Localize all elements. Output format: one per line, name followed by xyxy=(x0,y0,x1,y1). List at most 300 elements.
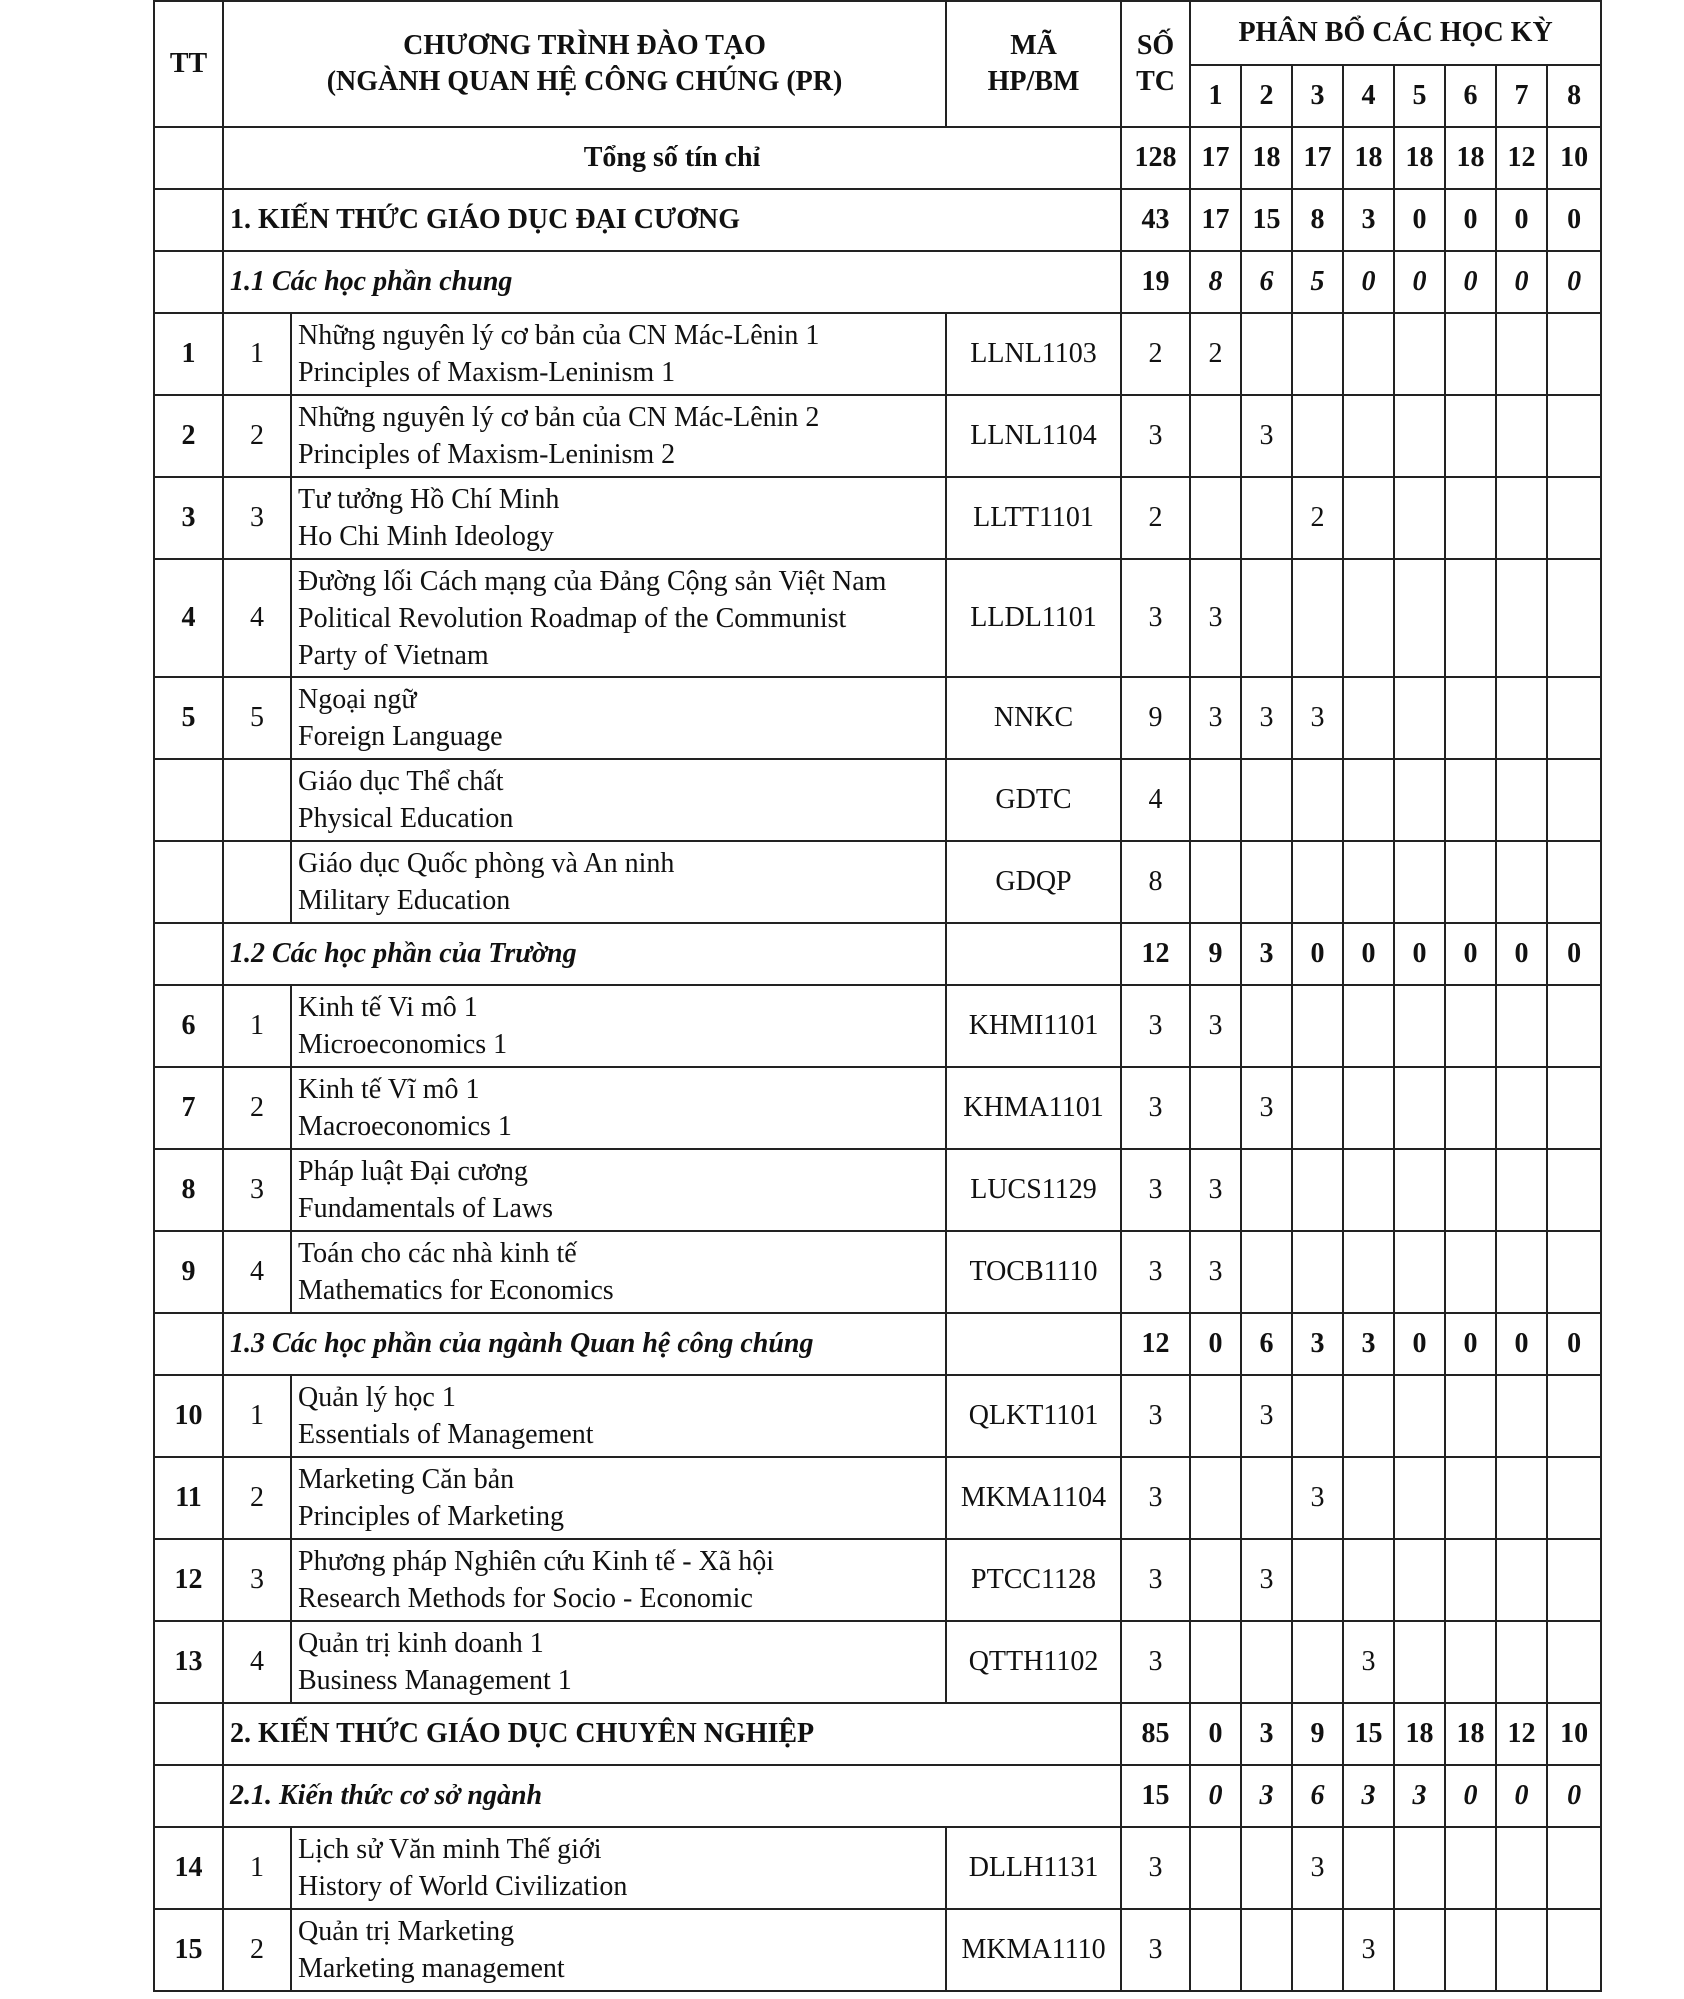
semester-cell: 0 xyxy=(1496,251,1547,313)
semester-cell: 9 xyxy=(1190,923,1241,985)
subsection2-row xyxy=(154,1313,1601,1375)
course-code: QLKT1101 xyxy=(946,1375,1121,1457)
row-number: 7 xyxy=(154,1067,223,1149)
semester-cell: 0 xyxy=(1445,251,1496,313)
semester-cell xyxy=(1496,395,1547,477)
semester-cell: 0 xyxy=(1292,923,1343,985)
semester-cell: 0 xyxy=(1496,1765,1547,1827)
credits-cell: 2 xyxy=(1121,313,1190,395)
semester-cell: 3 xyxy=(1343,1621,1394,1703)
course-code: LLTT1101 xyxy=(946,477,1121,559)
semester-header: 5 xyxy=(1394,65,1445,127)
row-number: 11 xyxy=(154,1457,223,1539)
credits-cell: 85 xyxy=(1121,1703,1190,1765)
course-code: LLNL1103 xyxy=(946,313,1121,395)
semester-header: 3 xyxy=(1292,65,1343,127)
course-name xyxy=(291,1149,946,1231)
semester-cell: 17 xyxy=(1190,127,1241,189)
semester-cell xyxy=(1445,1149,1496,1231)
course-code: TOCB1110 xyxy=(946,1231,1121,1313)
row-number: 14 xyxy=(154,1827,223,1909)
table-row xyxy=(154,1827,1601,1909)
semester-cell: 3 xyxy=(1190,559,1241,677)
course-name xyxy=(291,1231,946,1313)
course-name-en: Ho Chi Minh Ideology xyxy=(298,521,554,552)
row-subnumber: 3 xyxy=(223,1539,291,1621)
credits-cell: 3 xyxy=(1121,1539,1190,1621)
semester-cell: 17 xyxy=(1292,127,1343,189)
semester-cell xyxy=(1547,841,1601,923)
program-title-line1: CHƯƠNG TRÌNH ĐÀO TẠO xyxy=(403,30,766,61)
credits-cell: 3 xyxy=(1121,1149,1190,1231)
semester-cell xyxy=(1547,1909,1601,1991)
curriculum-sheet xyxy=(153,0,1600,1992)
semester-cell xyxy=(1445,677,1496,759)
semester-cell xyxy=(1190,759,1241,841)
credits-cell: 3 xyxy=(1121,1457,1190,1539)
row-number xyxy=(154,923,223,985)
course-name-vi: Quản lý học 1 xyxy=(298,1382,456,1413)
semester-cell xyxy=(1343,1827,1394,1909)
course-name-vi: Giáo dục Quốc phòng và An ninh xyxy=(298,848,675,879)
semester-cell xyxy=(1496,1375,1547,1457)
semester-cell xyxy=(1445,1231,1496,1313)
semester-cell: 3 xyxy=(1343,189,1394,251)
semester-cell xyxy=(1445,313,1496,395)
semester-cell: 0 xyxy=(1547,1765,1601,1827)
course-code: NNKC xyxy=(946,677,1121,759)
semester-header: 6 xyxy=(1445,65,1496,127)
row-subnumber: 3 xyxy=(223,477,291,559)
course-code: PTCC1128 xyxy=(946,1539,1121,1621)
semester-cell: 3 xyxy=(1292,1457,1343,1539)
semester-cell xyxy=(1445,759,1496,841)
semester-cell xyxy=(1547,1375,1601,1457)
semester-cell: 9 xyxy=(1292,1703,1343,1765)
table-row xyxy=(154,1067,1601,1149)
course-name-vi: Những nguyên lý cơ bản của CN Mác-Lênin 1 xyxy=(298,320,820,351)
semester-cell: 3 xyxy=(1241,395,1292,477)
table-row xyxy=(154,559,1601,677)
row-subnumber: 4 xyxy=(223,1621,291,1703)
semester-cell xyxy=(1343,759,1394,841)
semester-header: 1 xyxy=(1190,65,1241,127)
semester-cell: 8 xyxy=(1292,189,1343,251)
semester-cell xyxy=(1547,1457,1601,1539)
semester-cell: 0 xyxy=(1343,923,1394,985)
row-number: 12 xyxy=(154,1539,223,1621)
semester-cell: 3 xyxy=(1241,1539,1292,1621)
table-row xyxy=(154,1621,1601,1703)
course-name-en: Mathematics for Economics xyxy=(298,1275,614,1306)
table-row xyxy=(154,313,1601,395)
semester-cell xyxy=(1343,1067,1394,1149)
semester-cell: 3 xyxy=(1241,1067,1292,1149)
table-row xyxy=(154,477,1601,559)
semester-cell xyxy=(1190,1067,1241,1149)
course-name-vi: Marketing Căn bản xyxy=(298,1464,515,1495)
course-name xyxy=(291,1621,946,1703)
col-header-tt: TT xyxy=(154,1,223,127)
semester-cell xyxy=(1496,1231,1547,1313)
semester-cell xyxy=(1343,1149,1394,1231)
semester-cell xyxy=(1445,477,1496,559)
credits-cell: 128 xyxy=(1121,127,1190,189)
col-header-semesters: PHÂN BỔ CÁC HỌC KỲ xyxy=(1190,1,1601,65)
semester-cell xyxy=(1292,985,1343,1067)
semester-cell xyxy=(1394,477,1445,559)
semester-cell: 2 xyxy=(1292,477,1343,559)
semester-cell xyxy=(1241,559,1292,677)
table-row xyxy=(154,841,1601,923)
semester-cell xyxy=(1394,1827,1445,1909)
course-code: QTTH1102 xyxy=(946,1621,1121,1703)
table-row xyxy=(154,759,1601,841)
semester-cell xyxy=(1496,1621,1547,1703)
semester-cell xyxy=(1292,395,1343,477)
semester-cell xyxy=(1241,759,1292,841)
semester-cell xyxy=(1292,1539,1343,1621)
semester-cell xyxy=(1292,1231,1343,1313)
row-number: 2 xyxy=(154,395,223,477)
course-name xyxy=(291,559,946,677)
semester-cell xyxy=(1394,1909,1445,1991)
course-name-vi: Những nguyên lý cơ bản của CN Mác-Lênin 2 xyxy=(298,402,820,433)
course-name-vi: Đường lối Cách mạng của Đảng Cộng sản Việt Nam xyxy=(298,565,887,597)
section-row xyxy=(154,189,1601,251)
total-name: Tổng số tín chỉ xyxy=(223,127,1121,189)
credits-cell: 15 xyxy=(1121,1765,1190,1827)
semester-cell: 10 xyxy=(1547,127,1601,189)
row-subnumber: 4 xyxy=(223,1231,291,1313)
semester-cell: 3 xyxy=(1241,1375,1292,1457)
course-name-vi: Kinh tế Vi mô 1 xyxy=(298,992,478,1023)
credits-header-line1: SỐ xyxy=(1136,30,1175,61)
semester-cell xyxy=(1241,1621,1292,1703)
semester-cell: 2 xyxy=(1190,313,1241,395)
course-name-en-cont: Party of Vietnam xyxy=(298,639,489,671)
credits-cell: 3 xyxy=(1121,1621,1190,1703)
semester-header: 4 xyxy=(1343,65,1394,127)
row-number xyxy=(154,189,223,251)
semester-cell xyxy=(1496,1149,1547,1231)
semester-cell xyxy=(1394,1539,1445,1621)
row-subnumber xyxy=(223,759,291,841)
semester-cell xyxy=(1445,1067,1496,1149)
semester-cell: 0 xyxy=(1394,923,1445,985)
semester-cell xyxy=(1343,1457,1394,1539)
subsection-name: 1.1 Các học phần chung xyxy=(223,251,1121,313)
row-subnumber: 3 xyxy=(223,1149,291,1231)
credits-cell: 12 xyxy=(1121,923,1190,985)
credits-cell: 2 xyxy=(1121,477,1190,559)
table-row xyxy=(154,1457,1601,1539)
row-subnumber: 4 xyxy=(223,559,291,677)
semester-cell xyxy=(1547,395,1601,477)
semester-cell: 0 xyxy=(1394,1313,1445,1375)
semester-cell xyxy=(1445,395,1496,477)
semester-cell xyxy=(1292,1909,1343,1991)
semester-cell: 0 xyxy=(1445,923,1496,985)
semester-cell: 6 xyxy=(1241,251,1292,313)
col-header-credits xyxy=(1121,1,1190,127)
semester-cell xyxy=(1343,677,1394,759)
semester-cell: 3 xyxy=(1343,1909,1394,1991)
course-name-en: Foreign Language xyxy=(298,721,503,752)
course-code: LUCS1129 xyxy=(946,1149,1121,1231)
semester-cell xyxy=(1496,677,1547,759)
course-name xyxy=(291,677,946,759)
code-header-line2: HP/BM xyxy=(987,66,1080,97)
course-name-en: Marketing management xyxy=(298,1953,565,1984)
semester-cell xyxy=(1394,985,1445,1067)
semester-cell xyxy=(1547,1827,1601,1909)
course-name-vi: Phương pháp Nghiên cứu Kinh tế - Xã hội xyxy=(298,1546,774,1577)
semester-cell: 0 xyxy=(1445,1313,1496,1375)
semester-cell: 0 xyxy=(1445,189,1496,251)
course-code: GDTC xyxy=(946,759,1121,841)
course-code: KHMA1101 xyxy=(946,1067,1121,1149)
credits-cell: 3 xyxy=(1121,1827,1190,1909)
semester-cell xyxy=(1292,759,1343,841)
semester-cell xyxy=(1547,477,1601,559)
semester-cell: 0 xyxy=(1394,251,1445,313)
row-number xyxy=(154,251,223,313)
semester-cell xyxy=(1547,559,1601,677)
row-number: 6 xyxy=(154,985,223,1067)
semester-cell xyxy=(1445,559,1496,677)
semester-cell xyxy=(1241,1457,1292,1539)
semester-cell xyxy=(1394,395,1445,477)
semester-cell xyxy=(1547,677,1601,759)
semester-cell xyxy=(1496,841,1547,923)
semester-cell xyxy=(1496,559,1547,677)
subsection2-row xyxy=(154,923,1601,985)
semester-cell xyxy=(1496,1539,1547,1621)
table-row xyxy=(154,677,1601,759)
course-name xyxy=(291,1457,946,1539)
subsection2-name: 1.3 Các học phần của ngành Quan hệ công chúng xyxy=(223,1313,946,1375)
semester-cell xyxy=(1292,1375,1343,1457)
semester-cell: 5 xyxy=(1292,251,1343,313)
semester-cell xyxy=(1445,1621,1496,1703)
course-name-en: Political Revolution Roadmap of the Communist xyxy=(298,602,847,634)
semester-cell xyxy=(1343,1539,1394,1621)
credits-cell: 9 xyxy=(1121,677,1190,759)
semester-cell xyxy=(1496,985,1547,1067)
semester-header: 7 xyxy=(1496,65,1547,127)
semester-cell xyxy=(1343,1231,1394,1313)
semester-cell: 3 xyxy=(1292,677,1343,759)
semester-cell xyxy=(1547,1067,1601,1149)
semester-cell: 0 xyxy=(1547,1313,1601,1375)
semester-cell xyxy=(1343,1375,1394,1457)
credits-header-line2: TC xyxy=(1136,66,1175,97)
semester-cell xyxy=(1394,559,1445,677)
semester-cell xyxy=(1190,1909,1241,1991)
semester-cell xyxy=(1547,313,1601,395)
row-number: 8 xyxy=(154,1149,223,1231)
course-name xyxy=(291,1539,946,1621)
semester-cell: 0 xyxy=(1496,923,1547,985)
semester-cell xyxy=(1496,1909,1547,1991)
semester-cell xyxy=(1241,841,1292,923)
course-name xyxy=(291,1067,946,1149)
semester-cell xyxy=(1547,1621,1601,1703)
semester-cell: 0 xyxy=(1343,251,1394,313)
semester-cell xyxy=(1496,1067,1547,1149)
semester-cell xyxy=(1445,1457,1496,1539)
semester-cell xyxy=(1241,1909,1292,1991)
semester-cell: 15 xyxy=(1241,189,1292,251)
course-code: GDQP xyxy=(946,841,1121,923)
semester-cell xyxy=(1547,1539,1601,1621)
semester-cell xyxy=(1445,841,1496,923)
course-name-en: Fundamentals of Laws xyxy=(298,1193,554,1224)
course-name-en: Military Education xyxy=(298,885,511,916)
semester-cell: 0 xyxy=(1496,1313,1547,1375)
semester-cell xyxy=(1292,841,1343,923)
semester-cell: 3 xyxy=(1190,1149,1241,1231)
semester-cell xyxy=(1292,313,1343,395)
course-name xyxy=(291,1827,946,1909)
semester-cell xyxy=(1241,477,1292,559)
row-number xyxy=(154,1313,223,1375)
course-code: MKMA1104 xyxy=(946,1457,1121,1539)
course-name-en: History of World Civilization xyxy=(298,1871,628,1902)
credits-cell: 12 xyxy=(1121,1313,1190,1375)
semester-cell xyxy=(1241,1827,1292,1909)
semester-cell: 3 xyxy=(1292,1313,1343,1375)
semester-cell: 0 xyxy=(1445,1765,1496,1827)
semester-cell xyxy=(1190,1457,1241,1539)
course-name-vi: Quản trị Marketing xyxy=(298,1916,515,1947)
credits-cell: 3 xyxy=(1121,1909,1190,1991)
semester-cell xyxy=(1343,477,1394,559)
semester-cell: 17 xyxy=(1190,189,1241,251)
section-row xyxy=(154,1703,1601,1765)
semester-cell xyxy=(1343,395,1394,477)
semester-cell xyxy=(1496,477,1547,559)
credits-cell: 19 xyxy=(1121,251,1190,313)
course-code: LLNL1104 xyxy=(946,395,1121,477)
semester-cell: 0 xyxy=(1190,1765,1241,1827)
course-name-en: Principles of Maxism-Leninism 2 xyxy=(298,439,676,470)
semester-cell xyxy=(1394,1067,1445,1149)
semester-cell xyxy=(1292,1149,1343,1231)
course-code: MKMA1110 xyxy=(946,1909,1121,1991)
semester-cell: 8 xyxy=(1190,251,1241,313)
course-name-en: Principles of Marketing xyxy=(298,1501,564,1532)
section-name: 2. KIẾN THỨC GIÁO DỤC CHUYÊN NGHIỆP xyxy=(223,1703,1121,1765)
semester-cell: 3 xyxy=(1343,1765,1394,1827)
row-subnumber: 2 xyxy=(223,1457,291,1539)
semester-cell xyxy=(1394,1457,1445,1539)
table-row xyxy=(154,1539,1601,1621)
semester-cell: 3 xyxy=(1292,1827,1343,1909)
semester-cell: 3 xyxy=(1241,677,1292,759)
semester-cell xyxy=(1394,1149,1445,1231)
subsection-row xyxy=(154,251,1601,313)
semester-cell xyxy=(1445,1375,1496,1457)
semester-cell xyxy=(1190,395,1241,477)
subsection2-name: 1.2 Các học phần của Trường xyxy=(223,923,946,985)
row-subnumber: 1 xyxy=(223,1827,291,1909)
semester-cell: 0 xyxy=(1394,189,1445,251)
col-header-program xyxy=(223,1,946,127)
semester-cell xyxy=(1394,677,1445,759)
semester-cell: 6 xyxy=(1292,1765,1343,1827)
semester-cell xyxy=(1547,759,1601,841)
row-number xyxy=(154,1703,223,1765)
credits-cell: 3 xyxy=(1121,395,1190,477)
course-name-en: Business Management 1 xyxy=(298,1665,572,1696)
curriculum-table xyxy=(153,0,1602,1992)
semester-cell: 3 xyxy=(1190,677,1241,759)
semester-cell: 10 xyxy=(1547,1703,1601,1765)
semester-cell: 3 xyxy=(1343,1313,1394,1375)
semester-cell xyxy=(1292,1621,1343,1703)
semester-cell: 3 xyxy=(1241,1765,1292,1827)
semester-cell: 6 xyxy=(1241,1313,1292,1375)
semester-cell xyxy=(1292,559,1343,677)
semester-cell xyxy=(1241,313,1292,395)
semester-cell: 0 xyxy=(1547,923,1601,985)
course-name-vi: Kinh tế Vĩ mô 1 xyxy=(298,1074,480,1105)
credits-cell: 3 xyxy=(1121,1067,1190,1149)
course-name xyxy=(291,841,946,923)
row-subnumber: 1 xyxy=(223,985,291,1067)
row-number: 10 xyxy=(154,1375,223,1457)
row-number: 4 xyxy=(154,559,223,677)
semester-cell: 3 xyxy=(1241,923,1292,985)
semester-cell xyxy=(1394,1621,1445,1703)
semester-cell xyxy=(1394,1375,1445,1457)
semester-cell xyxy=(1190,477,1241,559)
row-number: 1 xyxy=(154,313,223,395)
course-name xyxy=(291,313,946,395)
semester-cell xyxy=(1445,1539,1496,1621)
semester-cell xyxy=(1343,313,1394,395)
semester-cell xyxy=(1343,841,1394,923)
semester-cell xyxy=(1190,841,1241,923)
semester-header: 8 xyxy=(1547,65,1601,127)
subsection-name: 2.1. Kiến thức cơ sở ngành xyxy=(223,1765,1121,1827)
table-row xyxy=(154,1909,1601,1991)
total-row xyxy=(154,127,1601,189)
semester-cell xyxy=(1343,559,1394,677)
semester-cell xyxy=(1190,1539,1241,1621)
row-number: 15 xyxy=(154,1909,223,1991)
semester-cell xyxy=(1496,759,1547,841)
semester-cell xyxy=(1445,1827,1496,1909)
row-subnumber: 2 xyxy=(223,1067,291,1149)
semester-cell: 12 xyxy=(1496,127,1547,189)
semester-cell: 18 xyxy=(1343,127,1394,189)
semester-cell: 0 xyxy=(1190,1703,1241,1765)
semester-cell xyxy=(1496,1827,1547,1909)
semester-cell: 0 xyxy=(1190,1313,1241,1375)
course-name-en: Macroeconomics 1 xyxy=(298,1111,512,1142)
course-name xyxy=(291,985,946,1067)
credits-cell: 3 xyxy=(1121,559,1190,677)
course-name-vi: Tư tưởng Hồ Chí Minh xyxy=(298,484,560,515)
table-row xyxy=(154,395,1601,477)
semester-cell: 3 xyxy=(1190,1231,1241,1313)
semester-cell: 0 xyxy=(1496,189,1547,251)
course-name xyxy=(291,477,946,559)
program-title-line2: (NGÀNH QUAN HỆ CÔNG CHÚNG (PR) xyxy=(326,66,843,97)
